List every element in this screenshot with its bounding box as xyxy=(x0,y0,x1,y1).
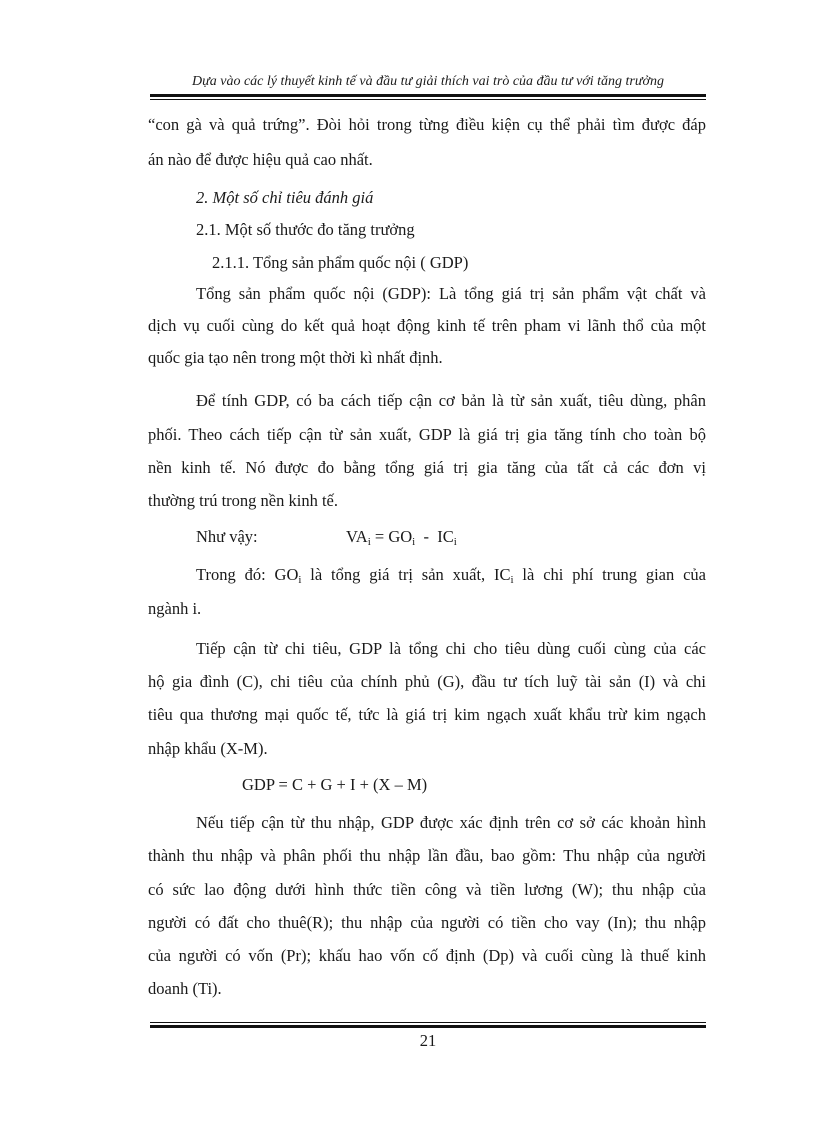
paragraph-line: hộ gia đình (C), chi tiêu của chính phủ (G), đầu tư tích luỹ tài sản (I) và chi xyxy=(148,672,706,691)
paragraph-line: “con gà và quả trứng”. Đòi hỏi trong từng điều kiện cụ thể phải tìm được đáp xyxy=(148,115,706,134)
paragraph-line: có sức lao động dưới hình thức tiền công và tiền lương (W); thu nhập của xyxy=(148,880,706,899)
paragraph-line: án nào để được hiệu quả cao nhất. xyxy=(148,150,373,169)
paragraph-line: phối. Theo cách tiếp cận từ sản xuất, GDP là giá trị gia tăng tính cho toàn bộ xyxy=(148,425,706,444)
paragraph-line: nền kinh tế. Nó được đo bằng tổng giá trị gia tăng của tất cả các đơn vị xyxy=(148,458,706,477)
paragraph-line: tiêu qua thương mại quốc tế, tức là giá trị kim ngạch xuất khẩu trừ kim ngạch xyxy=(148,705,706,724)
formula-label: Như vậy: xyxy=(196,527,258,546)
gdp-formula: GDP = C + G + I + (X – M) xyxy=(242,775,428,794)
header-rule-thin xyxy=(150,99,706,100)
paragraph-line: doanh (Ti). xyxy=(148,979,222,998)
paragraph-line: quốc gia tạo nên trong một thời kì nhất định. xyxy=(148,348,443,367)
running-header: Dựa vào các lý thuyết kinh tế và đầu tư giải thích vai trò của đầu tư với tăng trưởng xyxy=(191,74,664,89)
paragraph-line: Tiếp cận từ chi tiêu, GDP là tổng chi cho tiêu dùng cuối cùng của các xyxy=(196,639,706,658)
paragraph-line: nhập khẩu (X-M). xyxy=(148,739,268,758)
subsection-heading: 2.1. Một số thước đo tăng trưởng xyxy=(196,220,415,239)
paragraph-line: người có đất cho thuê(R); thu nhập của người có tiền cho vay (In); thu nhập xyxy=(148,913,706,932)
paragraph-line: Nếu tiếp cận từ thu nhập, GDP được xác định trên cơ sở các khoản hình xyxy=(196,813,706,832)
subsubsection-heading: 2.1.1. Tổng sản phẩm quốc nội ( GDP) xyxy=(212,253,469,272)
value-added-formula: $VA_i = GO_i - IC_i$ xyxy=(346,527,457,548)
footer-rule xyxy=(150,1025,706,1028)
paragraph-line: Để tính GDP, có ba cách tiếp cận cơ bản là từ sản xuất, tiêu dùng, phân xyxy=(196,391,706,410)
header-rule xyxy=(150,94,706,97)
paragraph-line: Trong đó: $GO_i$ là tổng giá trị sản xuất, $IC_i$ là chi phí trung gian của xyxy=(196,565,706,586)
footer-rule-thin xyxy=(150,1022,706,1023)
paragraph-line: thường trú trong nền kinh tế. xyxy=(148,491,338,510)
page-number: 21 xyxy=(419,1031,437,1050)
section-heading: 2. Một số chỉ tiêu đánh giá xyxy=(196,188,374,207)
paragraph-line: của người có vốn (Pr); khấu hao vốn cố định (Dp) và cuối cùng là thuế kinh xyxy=(148,946,706,965)
paragraph-line: thành thu nhập và phân phối thu nhập lần đầu, bao gồm: Thu nhập của người xyxy=(148,846,706,865)
paragraph-line: dịch vụ cuối cùng do kết quả hoạt động kinh tế trên pham vi lãnh thổ của một xyxy=(148,316,706,335)
paragraph-line: ngành i. xyxy=(148,599,202,618)
paragraph-line: Tổng sản phẩm quốc nội (GDP): Là tổng giá trị sản phẩm vật chất và xyxy=(196,284,706,303)
